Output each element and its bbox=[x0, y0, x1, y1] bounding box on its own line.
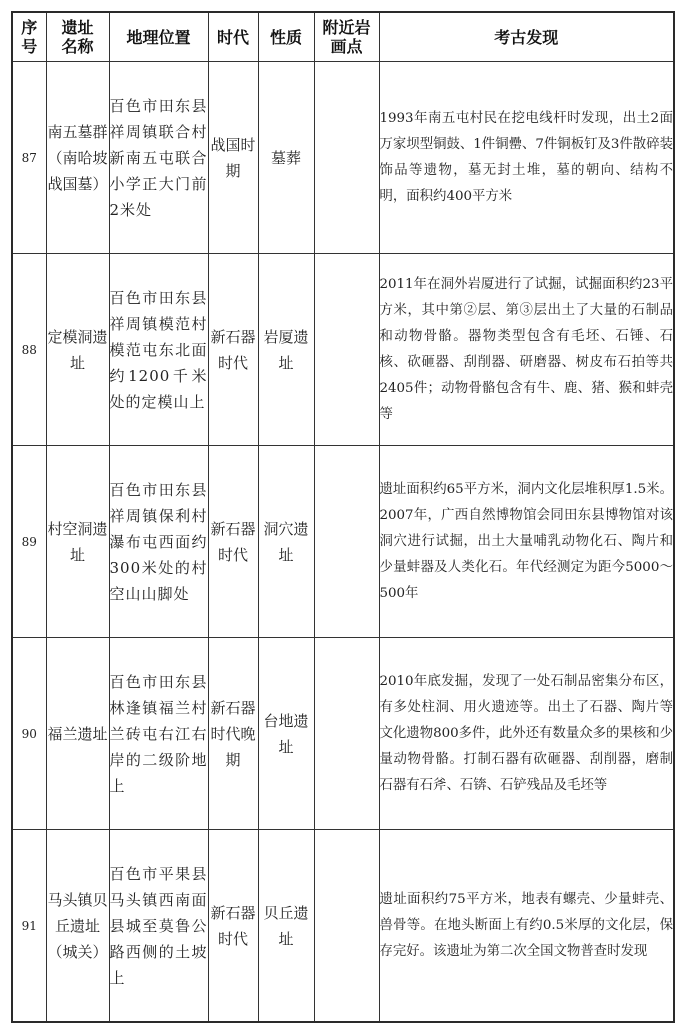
site-era: 新石器时代 bbox=[208, 254, 258, 446]
header-no: 序号 bbox=[12, 12, 46, 62]
site-rock-art bbox=[314, 254, 379, 446]
site-discovery: 2010年底发掘，发现了一处石制品密集分布区，有多处柱洞、用火遗迹等。出土了石器、陶片等文化遗物800多件，此外还有数量众多的果核和少量动物骨骼。打制石器有砍砸器、刮削器，磨制石器有石斧、石锛、石铲残品及毛坯等 bbox=[379, 638, 674, 830]
site-name: 村空洞遗址 bbox=[46, 446, 109, 638]
site-location: 百色市田东县林逢镇福兰村兰砖屯右江右岸的二级阶地上 bbox=[109, 638, 208, 830]
site-discovery: 1993年南五屯村民在挖电线杆时发现，出土2面万家坝型铜鼓、1件铜罍、7件铜板钉及3件散碎装饰品等遗物，墓无封土堆，墓的朝向、结构不明，面积约400平方米 bbox=[379, 62, 674, 254]
site-nature: 墓葬 bbox=[258, 62, 314, 254]
site-nature: 岩厦遗址 bbox=[258, 254, 314, 446]
header-location: 地理位置 bbox=[109, 12, 208, 62]
table-row bbox=[12, 830, 674, 1023]
site-name: 定模洞遗址 bbox=[46, 254, 109, 446]
site-rock-art bbox=[314, 62, 379, 254]
site-era: 战国时期 bbox=[208, 62, 258, 254]
site-name: 南五墓群（南哈坡战国墓） bbox=[46, 62, 109, 254]
row-no: 90 bbox=[12, 638, 46, 830]
site-discovery: 遗址面积约65平方米，洞内文化层堆积厚1.5米。2007年，广西自然博物馆会同田东县博物馆对该洞穴进行试掘，出土大量哺乳动物化石、陶片和少量蚌器及人类化石。年代经测定为距今5000～500年 bbox=[379, 446, 674, 638]
header-discovery: 考古发现 bbox=[379, 12, 674, 62]
header-nature: 性质 bbox=[258, 12, 314, 62]
row-no: 91 bbox=[12, 830, 46, 1023]
site-discovery: 2011年在洞外岩厦进行了试掘，试掘面积约23平方米，其中第②层、第③层出土了大量的石制品和动物骨骼。器物类型包含有毛坯、石锤、石核、砍砸器、刮削器、研磨器、树皮布石拍等共2405件；动物骨骼包含有牛、鹿、猪、猴和蚌壳等 bbox=[379, 254, 674, 446]
site-discovery: 遗址面积约75平方米，地表有螺壳、少量蚌壳、兽骨等。在地头断面上有约0.5米厚的文化层，保存完好。该遗址为第二次全国文物普查时发现 bbox=[379, 830, 674, 1023]
site-rock-art bbox=[314, 638, 379, 830]
header-era: 时代 bbox=[208, 12, 258, 62]
site-rock-art bbox=[314, 446, 379, 638]
header-rock-art: 附近岩画点 bbox=[314, 12, 379, 62]
site-nature: 台地遗址 bbox=[258, 638, 314, 830]
table-row bbox=[12, 638, 674, 830]
site-location: 百色市田东县祥周镇联合村新南五屯联合小学正大门前2米处 bbox=[109, 62, 208, 254]
site-rock-art bbox=[314, 830, 379, 1023]
site-location: 百色市平果县马头镇西南面县城至莫鲁公路西侧的土坡上 bbox=[109, 830, 208, 1023]
row-no: 89 bbox=[12, 446, 46, 638]
site-location: 百色市田东县祥周镇保利村瀑布屯西面约300米处的村空山山脚处 bbox=[109, 446, 208, 638]
site-era: 新石器时代 bbox=[208, 446, 258, 638]
header-row bbox=[12, 12, 674, 62]
site-name: 马头镇贝丘遗址（城关） bbox=[46, 830, 109, 1023]
site-era: 新石器时代 bbox=[208, 830, 258, 1023]
row-no: 88 bbox=[12, 254, 46, 446]
site-era: 新石器时代晚期 bbox=[208, 638, 258, 830]
table-row bbox=[12, 254, 674, 446]
heritage-sites-table bbox=[11, 11, 675, 1023]
site-nature: 洞穴遗址 bbox=[258, 446, 314, 638]
site-nature: 贝丘遗址 bbox=[258, 830, 314, 1023]
header-name: 遗址名称 bbox=[46, 12, 109, 62]
table-row bbox=[12, 62, 674, 254]
site-location: 百色市田东县祥周镇模范村模范屯东北面约1200千米处的定模山上 bbox=[109, 254, 208, 446]
row-no: 87 bbox=[12, 62, 46, 254]
site-name: 福兰遗址 bbox=[46, 638, 109, 830]
table-row bbox=[12, 446, 674, 638]
